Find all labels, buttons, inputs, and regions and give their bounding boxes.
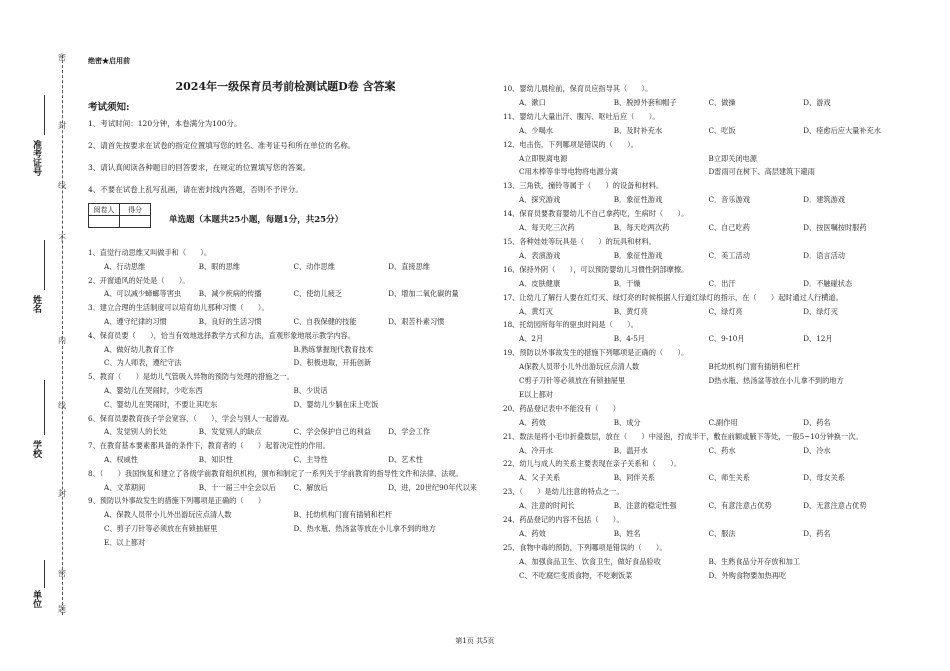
question-text: 14、保育员要教育婴幼儿不自己拿药吃，生病时（ ）。 [503, 209, 689, 219]
question-text: 16、保持外阴（ ），可以预防婴幼儿习惯性阴部摩擦。 [503, 264, 689, 274]
question-item [503, 513, 898, 541]
answer-option[interactable]: C、绿灯亮 [708, 306, 743, 316]
question-item [88, 412, 483, 440]
answer-option[interactable]: D．建筑游戏 [803, 195, 845, 205]
answer-option[interactable]: E、以上都对 [104, 537, 146, 547]
secret-label: 绝密★启用前 [88, 56, 130, 65]
answer-options [503, 124, 898, 138]
answer-option[interactable]: B、成分 [613, 417, 641, 427]
question-item [503, 82, 898, 110]
answer-options [503, 277, 898, 291]
notice-item: 4、不要在试卷上乱写乱画，请在密封线内答题，否则不予评分。 [88, 185, 303, 194]
answer-option[interactable]: D、药名 [803, 529, 831, 538]
answer-options [88, 315, 483, 329]
notice-item: 2、请首先按要求在试卷的指定位置填写您的姓名、准考证号和所在单位的名称。 [88, 141, 356, 150]
question-item [503, 541, 898, 583]
answer-options [503, 555, 898, 583]
question-item [88, 246, 483, 274]
answer-options [503, 444, 898, 458]
answer-option[interactable]: A、黄灯灭 [519, 306, 553, 316]
seal-mark: 密 [58, 53, 66, 62]
answer-option[interactable]: B、良好的生活习惯 [198, 316, 262, 326]
notice-list [88, 113, 483, 201]
question-item [503, 207, 898, 235]
reviewer-cell: 阅卷人 [89, 204, 120, 216]
page-title: 2024年一级保育员考前检测试题D卷 含答案 [175, 80, 396, 93]
answer-option[interactable]: D、学会工作 [388, 427, 430, 437]
question-item [503, 263, 898, 291]
answer-option[interactable]: B托幼机构门窗有插销和栏杆 [708, 362, 801, 372]
answer-options [503, 193, 898, 207]
answer-option[interactable]: B、黄灯亮 [613, 306, 648, 316]
answer-option[interactable]: D热水瓶、热汤盆等放在小儿拿不到的地方 [708, 376, 844, 386]
seal-mark: 封 [58, 121, 66, 130]
question-text: 11、婴幼儿大量出汗、腹泻、呕吐后应（ ）。 [503, 111, 660, 121]
answer-option[interactable]: C、学会保护自己的利益 [293, 427, 371, 437]
question-item [503, 179, 898, 207]
answer-option[interactable]: C、婴幼儿在哭闹时，不要让其吃东 [104, 399, 218, 409]
answer-option[interactable]: A、保教人员带小儿外出游玩应点清人数 [104, 510, 232, 520]
question-text: 23、（ ）是幼儿注意的特点之一。 [503, 487, 624, 497]
answer-option[interactable]: D、直接思维 [388, 261, 430, 271]
seal-mark: 线 [58, 181, 66, 190]
answer-option[interactable]: A、加强食品卫生、饮食卫生，做好食品验收 [519, 556, 661, 566]
answer-option[interactable]: C、剪子刀针等必须放在有锁抽屉里 [104, 523, 218, 533]
answer-option[interactable]: A、婴幼儿在哭闹时，少吃东西 [104, 385, 203, 395]
answer-options [503, 388, 898, 402]
question-text: 8、（ ）我国恢复和建立了各级学前教育组织机构，颁布和制定了一系列关于学前教育的指导性文件和法律、法规。 [88, 468, 463, 478]
question-text: 24、药品登记的内容不包括（ ）。 [503, 515, 624, 525]
question-item [503, 388, 898, 402]
answer-option[interactable]: C剪子刀针等必须放在有锁抽屉里 [519, 376, 626, 386]
question-text: 10、婴幼儿晨检前，保育员应指导其（ ）。 [503, 84, 653, 93]
question-text: 1、直觉行动思维又叫做手和（ ）。 [88, 248, 212, 257]
name-label: 姓名 [31, 295, 41, 313]
question-text: 4、保育员要（ ），恰当有效地选择教学方式和方法，直观形象地展示教学内容。 [88, 330, 355, 340]
answer-option[interactable]: A、少喝水 [519, 125, 553, 135]
answer-options [88, 260, 483, 274]
name-blank [44, 240, 45, 290]
answer-option[interactable]: B、少说话 [293, 385, 328, 395]
answer-option[interactable]: C、有意注意占优势 [708, 501, 772, 511]
answer-option[interactable]: B、生熟食品分开存放和加工 [708, 556, 801, 566]
answer-options [503, 305, 898, 319]
answer-option[interactable]: D、12月 [803, 334, 833, 344]
question-item [88, 439, 483, 467]
answer-options [503, 96, 898, 110]
answer-options [503, 471, 898, 485]
answer-option[interactable]: B、脱掉外套和帽子 [613, 97, 677, 107]
question-text: 25、食物中毒的预防，下列哪项是错误的（ ）。 [503, 542, 667, 552]
answer-option[interactable]: A、可以减少蟑螂等害虫 [104, 289, 182, 299]
answer-option[interactable]: D、痊愈后应大量补充水 [803, 125, 881, 135]
school-label: 学校 [31, 440, 41, 458]
question-text: 19、预防以外事故发生的措施下列哪项是正确的（ ）。 [503, 348, 689, 358]
question-text: 21、数法是将小毛巾折叠数层，放在（ ）中浸泡，拧成半干，敷在前额或腋下等处，一般5~10分钟换一次。 [503, 431, 863, 441]
answer-option[interactable]: B．干燥 [613, 278, 641, 288]
answer-option[interactable]: C．音乐游戏 [708, 195, 750, 205]
answer-option[interactable]: B、托幼机构门窗有插销和栏杆 [293, 510, 393, 520]
question-text: 5、教育（ ）是幼儿气管吸入异物的预防与处理的措施之一。 [88, 372, 294, 382]
answer-option[interactable]: C、自我保健的技能 [293, 316, 357, 326]
answer-options [88, 481, 483, 495]
answer-option[interactable]: A．探究游戏 [519, 195, 561, 205]
answer-option[interactable]: B．象征性游戏 [613, 195, 663, 205]
answer-option[interactable]: B、眼的思维 [198, 261, 240, 271]
answer-option[interactable]: B、同伴关系 [613, 473, 655, 483]
answer-option[interactable]: B、姓名 [613, 529, 641, 538]
page-number: 第1页 共5页 [455, 637, 495, 645]
answer-option[interactable]: A、注意的时间长 [519, 501, 575, 511]
question-item [503, 291, 898, 319]
answer-option[interactable]: A．皮肤健康 [519, 278, 561, 288]
answer-option[interactable]: C、师生关系 [708, 473, 750, 483]
answer-options [503, 499, 898, 513]
question-item [88, 301, 483, 329]
answer-option[interactable]: D、积极进取，开拓创新 [293, 358, 372, 368]
answer-option[interactable]: C、做操 [708, 97, 736, 107]
answer-option[interactable]: D、按医嘱按时服药 [803, 223, 867, 233]
answer-option[interactable]: B．象征性游戏 [613, 250, 663, 260]
answer-option[interactable]: D．语言活动 [803, 250, 845, 260]
answer-option[interactable]: B、减少疾病的传播 [198, 289, 262, 299]
answer-options [503, 416, 898, 430]
question-text: 7、在教育基本要素都具备的条件下，教育者的（ ）起着决定性的作用。 [88, 441, 330, 451]
answer-option[interactable]: B、温开水 [613, 445, 648, 455]
notice-item: 1、考试时间：120分钟，本卷满分为100分。 [88, 119, 242, 128]
notice-item: 3、请认真阅读各种题目的回答要求，在规定的位置填写您的答案。 [88, 163, 311, 172]
question-text: 22、幼儿与成人的关系主要表现在亲子关系和（ ）。 [503, 459, 682, 469]
answer-option[interactable]: A、权威性 [104, 454, 138, 464]
answer-option[interactable]: B、注意的稳定性强 [613, 501, 677, 511]
question-item [503, 318, 898, 346]
answer-option[interactable]: D、增加二氧化碳的量 [388, 289, 459, 299]
seal-mark: 不 [58, 234, 66, 243]
seal-mark: 封 [58, 489, 66, 498]
answer-options [88, 343, 483, 371]
answer-option[interactable]: D、婴幼儿少躺在床上吃饭 [293, 399, 379, 409]
question-item [503, 485, 898, 513]
answer-option[interactable]: A、文革期间 [104, 482, 146, 492]
score-section [88, 203, 483, 228]
unit-blank [44, 560, 45, 588]
answer-options [503, 249, 898, 263]
school-blank [44, 380, 45, 435]
answer-options [503, 152, 898, 180]
question-item [88, 494, 483, 535]
answer-option[interactable]: B、及时补充水 [613, 125, 663, 135]
answer-options [503, 332, 898, 346]
question-text: 20、药品登记表中不能没有（ ） [503, 403, 620, 413]
answer-options [88, 536, 483, 550]
answer-option[interactable]: C、使幼儿疲乏 [293, 289, 343, 299]
question-item [503, 138, 898, 180]
answer-option[interactable]: A、父子关系 [519, 473, 561, 483]
answer-option[interactable]: A、2月 [519, 334, 544, 344]
answer-option[interactable]: D、药名 [803, 417, 831, 427]
question-text: 13、三角铁，撞铃等属于（ ）的设备和材料。 [503, 181, 664, 191]
answer-option[interactable]: E以上都对 [519, 389, 553, 399]
question-item [88, 329, 483, 370]
score-blank[interactable] [120, 216, 151, 228]
score-box [88, 203, 151, 228]
question-item [88, 274, 483, 302]
question-item [88, 536, 483, 550]
question-item [503, 110, 898, 138]
answer-option[interactable]: C．出汗 [708, 278, 736, 288]
question-item [503, 346, 898, 388]
answer-option[interactable]: D、游戏 [803, 97, 831, 107]
answer-option[interactable]: B、十一届三中全会以后 [198, 482, 276, 492]
question-text: 17、让幼儿了解行人要在红灯灭、绿灯亮的时候根据人行道红绿灯的指示，在（ ）起时通过人行横道。 [503, 292, 843, 302]
seal-mark: 内 [58, 336, 66, 345]
answer-option[interactable]: A、药效 [519, 529, 546, 538]
question-item [503, 235, 898, 263]
answer-options [503, 360, 898, 388]
answer-option[interactable]: D、母女关系 [803, 473, 845, 483]
score-cell: 得分 [120, 204, 151, 216]
answer-option[interactable]: B、每天吃两次药 [613, 223, 670, 233]
answer-option[interactable]: C、不吃腐烂变质食物，不吃剩饭菜 [519, 570, 633, 580]
question-text: 3、建立合理的生活制度可以培育幼儿那种习惯（ ）。 [88, 303, 269, 313]
question-text: 6、保育员要教育孩子学会宽容，（ ），学会与别人一起游戏。 [88, 413, 294, 423]
answer-option[interactable]: B、知识性 [198, 454, 233, 464]
answer-options [88, 453, 483, 467]
seal-mark: 题 [58, 605, 66, 614]
reviewer-blank[interactable] [89, 216, 120, 228]
answer-option[interactable]: B、发觉别人的缺点 [198, 427, 262, 437]
answer-option[interactable]: C、动作思维 [293, 261, 335, 271]
answer-option[interactable]: D、艺术性 [388, 454, 423, 464]
notice-heading: 考试须知: [88, 102, 130, 113]
question-text: 18、托幼园所每年的驱虫时间是（ ）。 [503, 320, 638, 330]
answer-option[interactable]: D、热水瓶、热汤盆等放在小儿拿不到的地方 [293, 523, 436, 533]
question-list-right [503, 82, 898, 583]
admission-number-blank [44, 95, 45, 135]
answer-options [503, 527, 898, 541]
answer-option[interactable]: D、绿灯灭 [803, 306, 838, 316]
answer-option[interactable]: C、为人师表，遵纪守法 [104, 358, 182, 368]
question-item [503, 457, 898, 485]
answer-option[interactable]: D雷雨可在树下、高层建筑下避雨 [708, 167, 815, 177]
answer-option[interactable]: C、吃饭 [708, 125, 736, 135]
question-item [88, 370, 483, 411]
admission-number-label: 准考证号 [31, 140, 41, 176]
question-item [503, 430, 898, 458]
seal-mark: 线 [58, 401, 66, 410]
answer-option[interactable]: A、做好幼儿教育工作 [104, 344, 174, 354]
answer-option[interactable]: A、冷开水 [519, 445, 553, 455]
left-column [88, 56, 483, 550]
answer-option[interactable]: C.副作用 [708, 417, 738, 427]
question-item [503, 402, 898, 430]
answer-option[interactable]: A、药效 [519, 417, 546, 427]
answer-option[interactable]: C、自己吃药 [708, 223, 750, 233]
question-text: 15、各种娃娃等玩具是（ ）的玩具和材料。 [503, 236, 656, 246]
unit-label: 单位 [31, 590, 41, 608]
answer-option[interactable]: A、漱口 [519, 97, 546, 107]
answer-option[interactable]: A、行动思维 [104, 261, 146, 271]
answer-option[interactable]: C、主导性 [293, 454, 328, 464]
answer-options [88, 508, 483, 536]
question-item [88, 467, 483, 495]
answer-option[interactable]: D．不触碰状态 [803, 278, 853, 288]
answer-option[interactable]: A．表演游戏 [519, 250, 561, 260]
answer-option[interactable]: C、药水 [708, 445, 736, 455]
answer-option[interactable]: C用木棒等非导电物将电源分离 [519, 167, 618, 177]
question-list-left [88, 246, 483, 550]
answer-option[interactable]: B立即关闭电源 [708, 153, 757, 163]
answer-option[interactable]: B.熟练掌握现代教育技术 [293, 344, 373, 354]
answer-option[interactable]: C．美工活动 [708, 250, 750, 260]
answer-option[interactable]: B、4-5月 [613, 334, 645, 344]
question-text: 2、开窗通风的好处是（ ）。 [88, 275, 190, 285]
answer-option[interactable]: C、解放后 [293, 482, 328, 492]
question-text: 12、电击伤，下列哪项是错误的（ ）。 [503, 139, 638, 149]
answer-option[interactable]: C、9-10月 [708, 334, 745, 344]
answer-option[interactable]: D、冷水 [803, 445, 831, 455]
answer-option[interactable]: A、发觉别人的长处 [104, 427, 167, 437]
answer-option[interactable]: A、遵守纪律的习惯 [104, 316, 167, 326]
answer-option[interactable]: D、艰苦朴素习惯 [388, 316, 445, 326]
answer-option[interactable]: D、外购食物要加热再吃 [708, 570, 787, 580]
answer-options [88, 287, 483, 301]
answer-option[interactable]: C、服法 [708, 529, 736, 538]
answer-option[interactable]: A、每天吃三次药 [519, 223, 575, 233]
answer-option[interactable]: D、无意注意占优势 [803, 501, 867, 511]
section-title: 单选题（本题共25小题，每题1分，共25分） [169, 215, 344, 225]
answer-options [503, 221, 898, 235]
answer-option[interactable]: A保教人员带小儿外出游玩应点清人数 [519, 362, 640, 372]
answer-options [88, 425, 483, 439]
question-text: 9、预防以外事故发生的措施下列哪项是正确的（ ） [88, 496, 266, 506]
answer-options [88, 384, 483, 412]
answer-option[interactable]: A立即脱离电源 [519, 153, 568, 163]
seal-mark: 密 [58, 569, 66, 578]
answer-option[interactable]: D、进，20世纪90年代以来 [388, 482, 477, 492]
